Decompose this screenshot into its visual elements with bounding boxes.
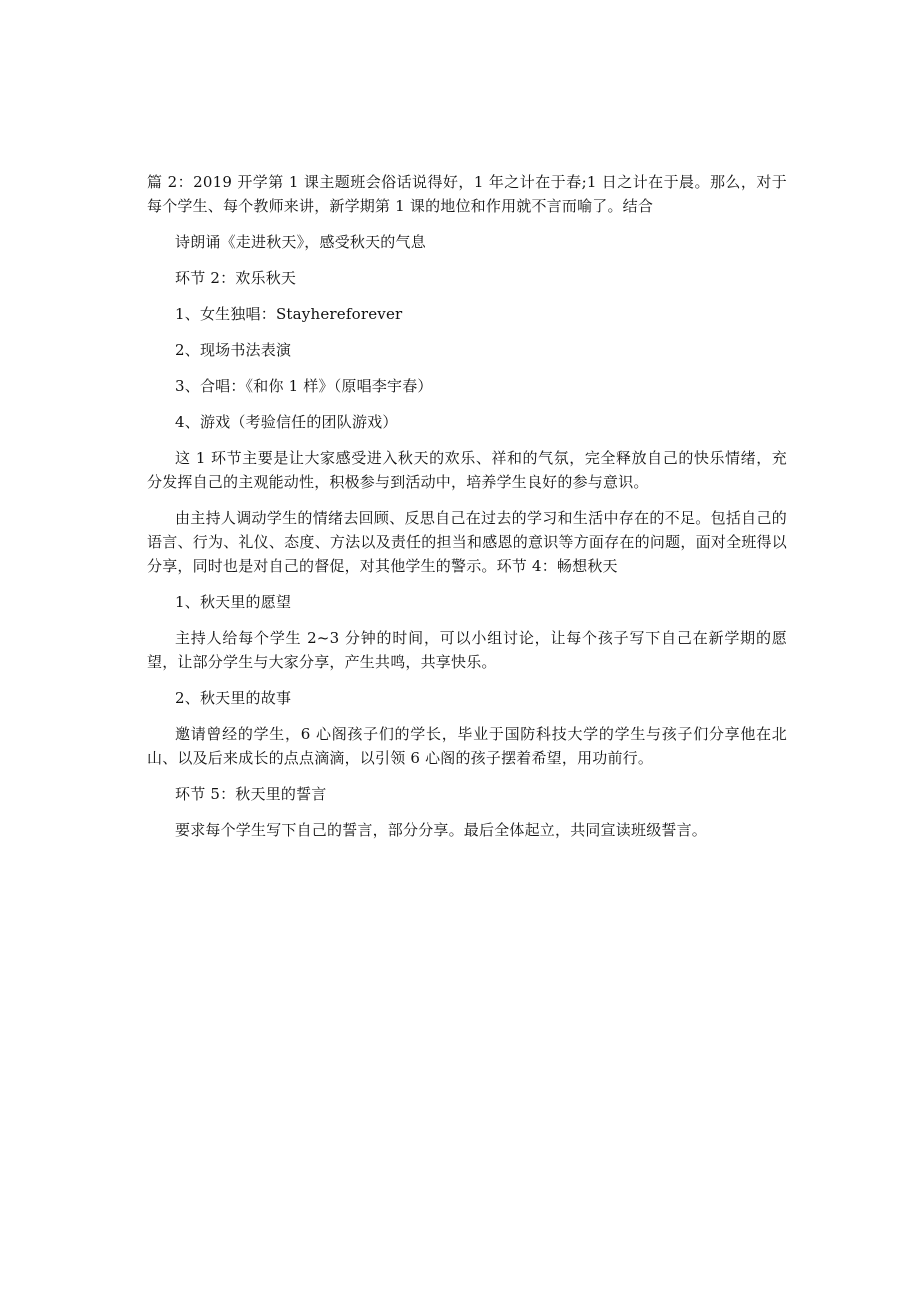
section-heading-5: 环节 5：秋天里的誓言 [175, 785, 327, 803]
list-item-wish: 1、秋天里的愿望 [175, 593, 292, 611]
paragraph-poem-recitation: 诗朗诵《走进秋天》，感受秋天的气息 [175, 233, 426, 251]
paragraph-wish-detail: 主持人给每个学生 2~3 分钟的时间，可以小组讨论，让每个孩子写下自己在新学期的愿望，让部分学生与大家分享，产生共鸣，共享快乐。 [147, 629, 787, 671]
paragraph-section-2-summary: 这 1 环节主要是让大家感受进入秋天的欢乐、祥和的气氛，完全释放自己的快乐情绪，充分发挥自己的主观能动性，积极参与到活动中，培养学生良好的参与意识。 [147, 449, 787, 491]
list-item-game: 4、游戏（考验信任的团队游戏） [175, 413, 398, 431]
document-body [147, 170, 787, 854]
paragraph-reflection: 由主持人调动学生的情绪去回顾、反思自己在过去的学习和生活中存在的不足。包括自己的语言、行为、礼仪、态度、方法以及责任的担当和感恩的意识等方面存在的问题，面对全班得以分享，同时也是对自己的督促，对其他学生的警示。环节 4：畅想秋天 [147, 509, 787, 575]
paragraph-oath: 要求每个学生写下自己的誓言，部分分享。最后全体起立，共同宣读班级誓言。 [175, 821, 708, 839]
list-item-chorus: 3、合唱：《和你 1 样》（原唱李宇春） [175, 377, 433, 395]
list-item-solo: 1、女生独唱：Stayhereforever [175, 305, 403, 323]
paragraph-intro: 篇 2：2019 开学第 1 课主题班会俗话说得好，1 年之计在于春;1 日之计在于晨。那么，对于每个学生、每个教师来讲，新学期第 1 课的地位和作用就不言而喻了。结合 [147, 173, 787, 215]
section-heading-2: 环节 2：欢乐秋天 [175, 269, 297, 287]
list-item-story: 2、秋天里的故事 [175, 689, 292, 707]
list-item-calligraphy: 2、现场书法表演 [175, 341, 292, 359]
paragraph-story-detail: 邀请曾经的学生，6 心阁孩子们的学长，毕业于国防科技大学的学生与孩子们分享他在北山、以及后来成长的点点滴滴，以引领 6 心阁的孩子摆着希望，用功前行。 [147, 725, 787, 767]
